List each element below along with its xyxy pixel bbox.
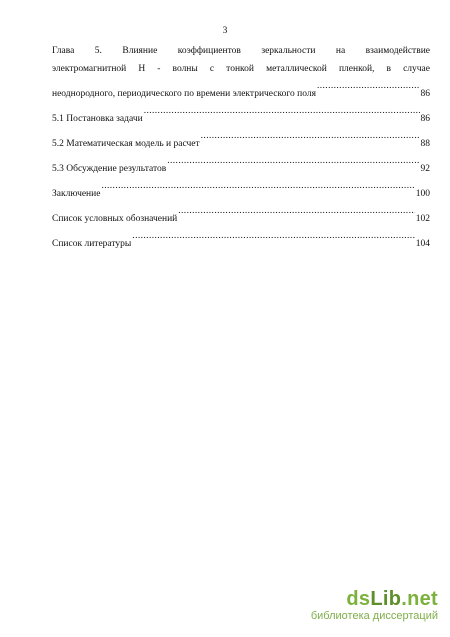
- toc-entry-title: 5.1 Постановка задачи: [52, 113, 143, 124]
- toc-entry-conclusion[interactable]: [52, 178, 430, 203]
- dot-leader: [101, 178, 414, 196]
- toc-entry-title: Список литературы: [52, 238, 132, 249]
- dot-leader: [178, 203, 415, 221]
- toc-entry-references[interactable]: [52, 228, 430, 253]
- toc-entry-title: Список условных обозначений: [52, 213, 178, 224]
- dot-leader: [317, 78, 420, 96]
- dslib-watermark: [311, 589, 438, 623]
- toc-chapter-5-line-1: Глава 5. Влияние коэффициентов зеркальности на взаимодействие: [52, 46, 430, 56]
- toc-page-number: 88: [420, 138, 430, 149]
- toc-chapter-5-line-2: электромагнитной Н - волны с тонкой металлической пленкой, в случае: [52, 63, 430, 74]
- dot-leader: [201, 128, 420, 146]
- toc-entry-5-3[interactable]: [52, 153, 430, 178]
- dot-leader: [132, 228, 414, 246]
- toc-page-number: 100: [415, 188, 430, 199]
- toc-entry-title: 5.2 Математическая модель и расчет: [52, 138, 200, 149]
- dslib-logo: [311, 589, 438, 609]
- table-of-contents: [52, 43, 430, 253]
- toc-page-number: 104: [415, 238, 430, 249]
- toc-chapter-5-last-line: [52, 78, 430, 103]
- toc-page-number: 86: [420, 113, 430, 124]
- watermark-subtitle: библиотека диссертаций: [310, 610, 438, 622]
- toc-entry-5-1[interactable]: [52, 103, 430, 128]
- logo-ds: ds: [346, 588, 371, 610]
- toc-entry-5-2[interactable]: [52, 128, 430, 153]
- toc-chapter-5-line-3: неоднородного, периодического по времени электрического поля: [52, 88, 316, 99]
- logo-lib: Lib: [370, 588, 402, 610]
- toc-page-number: 86: [420, 88, 430, 99]
- dot-leader: [167, 153, 419, 171]
- toc-entry-notation[interactable]: [52, 203, 430, 228]
- logo-net: .net: [401, 588, 438, 610]
- page-number: 3: [222, 26, 228, 36]
- toc-entry-chapter-5[interactable]: [52, 43, 430, 103]
- toc-entry-title: 5.3 Обсуждение результатов: [52, 163, 167, 174]
- toc-entry-title: Заключение: [52, 188, 101, 199]
- toc-page-number: 102: [415, 213, 430, 224]
- toc-page-number: 92: [420, 163, 430, 174]
- dot-leader: [144, 103, 420, 121]
